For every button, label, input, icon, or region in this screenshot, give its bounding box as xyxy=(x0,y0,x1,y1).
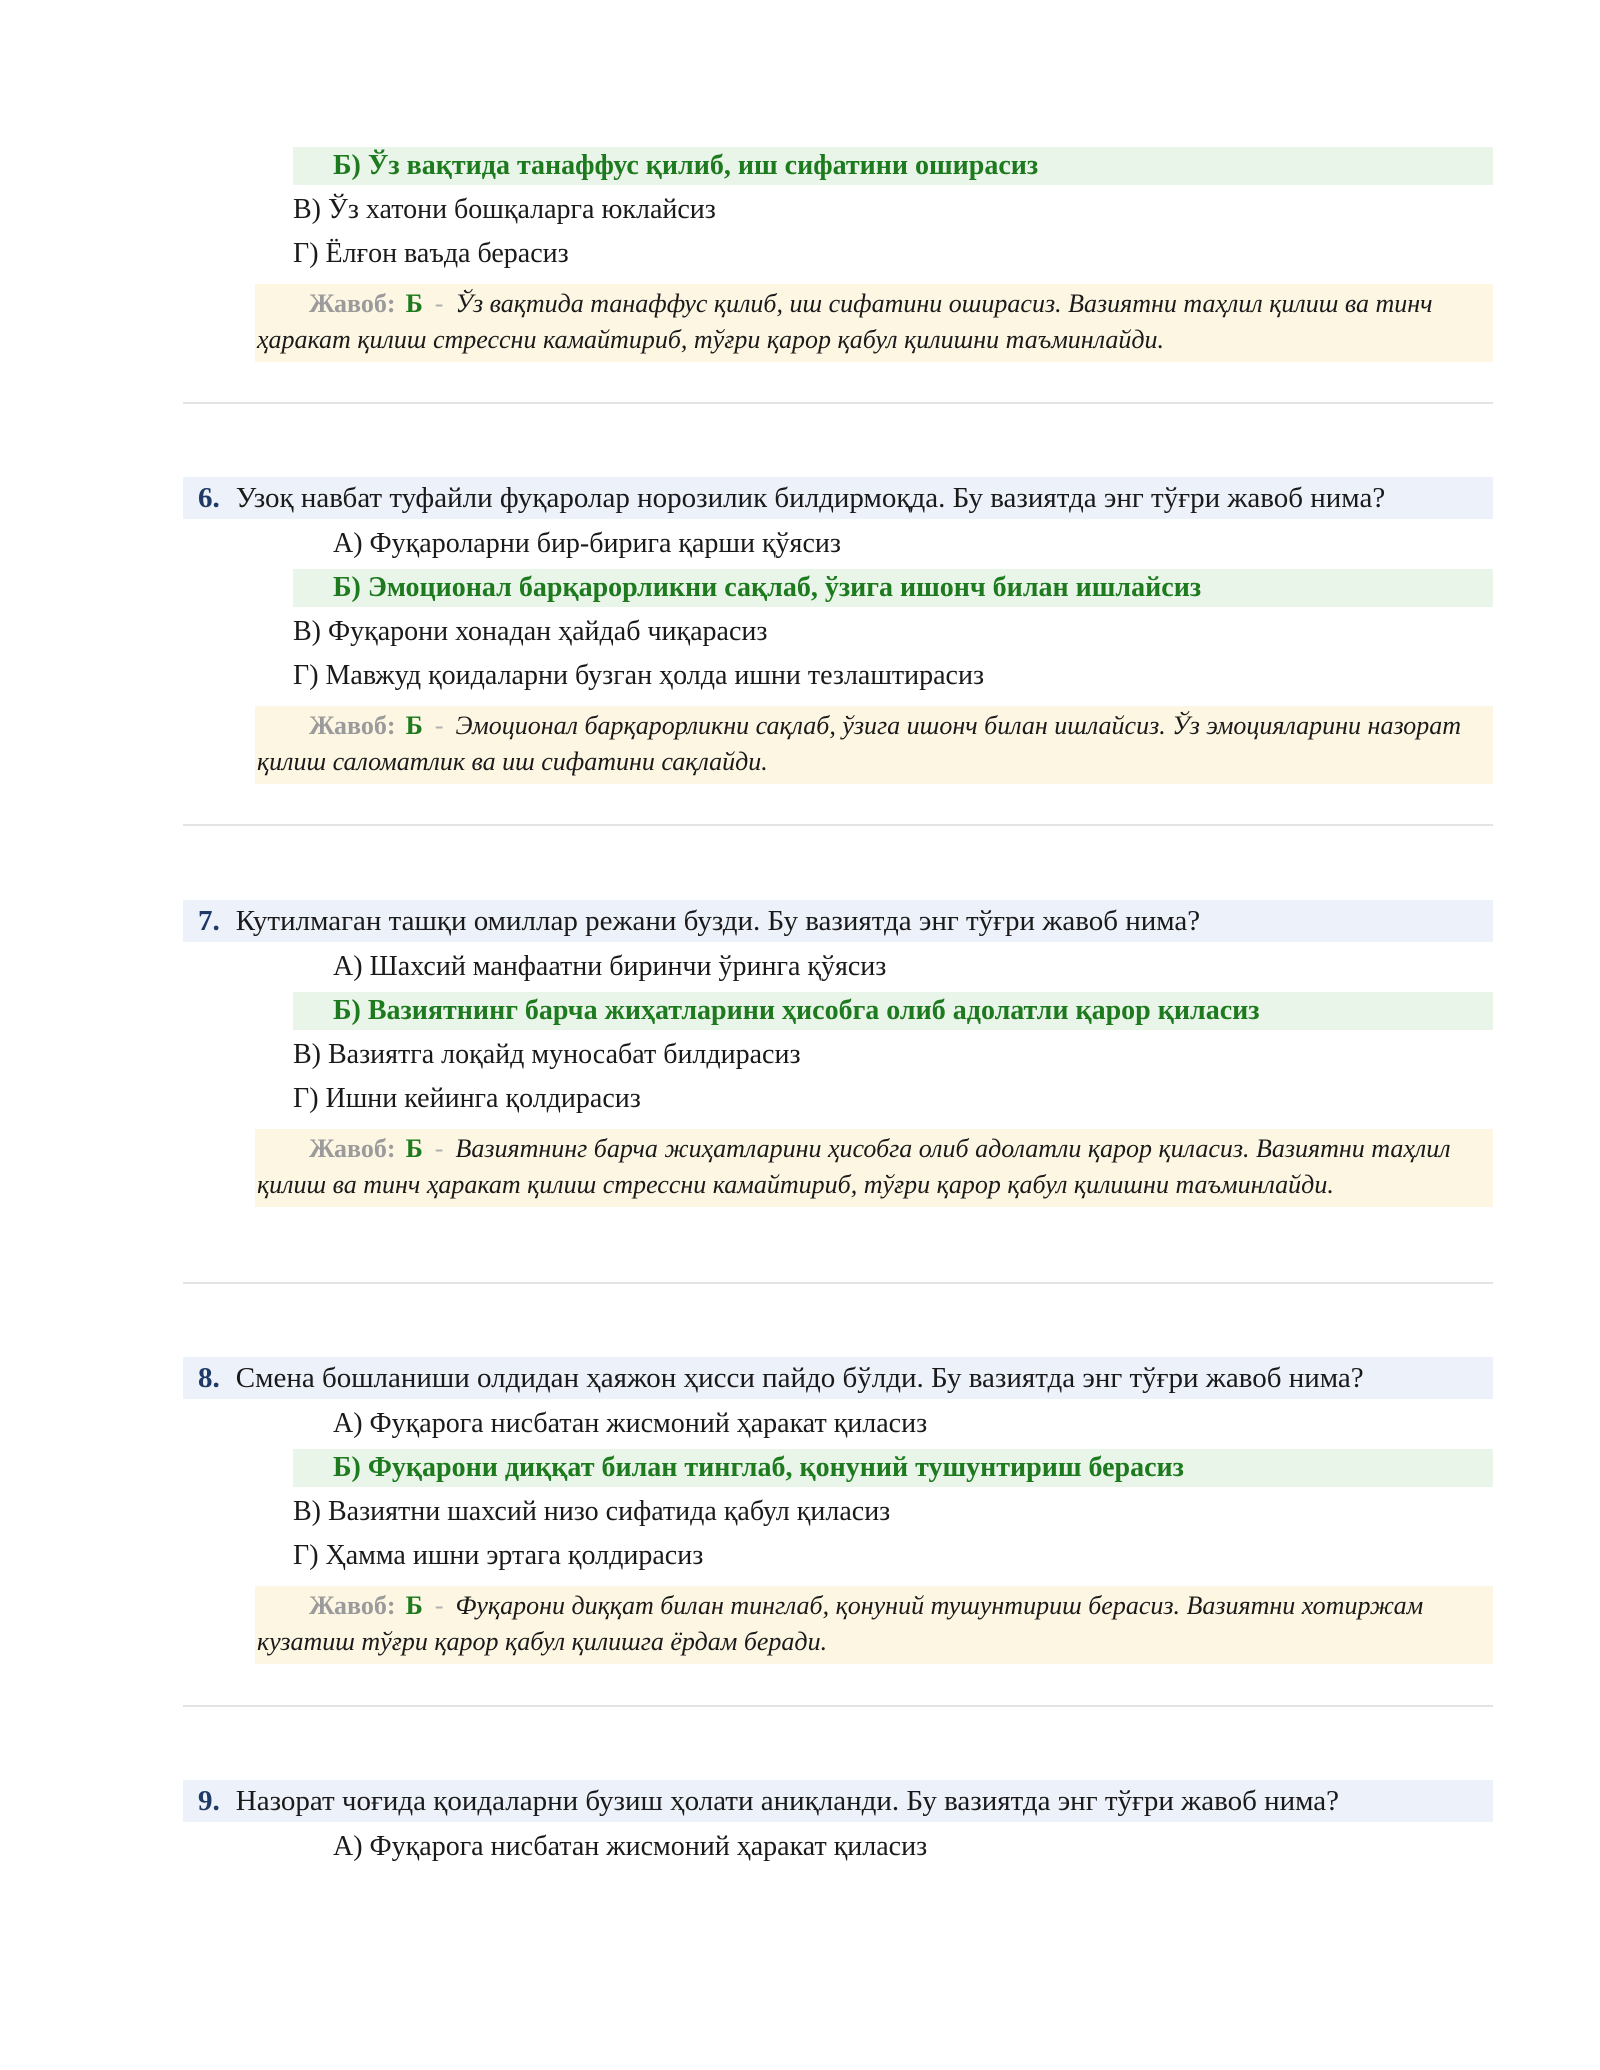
separator xyxy=(183,1705,1493,1707)
question-text: Узоқ навбат туфайли фуқаролар норозилик билдирмоқда. Бу вазиятда энг тўғри жавоб нима? xyxy=(235,482,1386,514)
q5-option-v: В) Ўз хатони бошқаларга юклайсиз xyxy=(293,194,716,225)
answer-label: Жавоб: xyxy=(309,1591,396,1620)
question-text: Назорат чоғида қоидаларни бузиш ҳолати аниқланди. Бу вазиятда энг тўғри жавоб нима? xyxy=(235,1785,1340,1817)
q6-option-b-correct: Б) Эмоционал барқарорликни сақлаб, ўзига ишонч билан ишлайсиз xyxy=(293,569,1493,607)
q8-answer-box: Жавоб: Б - Фуқарони диққат билан тинглаб, қонуний тушунтириш берасиз. Вазиятни хотиржам кузатиш тўғри қарор қабул қилишга ёрдам беради. xyxy=(255,1586,1493,1664)
q5-option-b-correct: Б) Ўз вақтида танаффус қилиб, иш сифатини оширасиз xyxy=(293,147,1493,185)
answer-label: Жавоб: xyxy=(309,1134,396,1163)
question-9 xyxy=(183,1780,1493,1822)
q5-answer-box: Жавоб: Б - Ўз вақтида танаффус қилиб, иш сифатини оширасиз. Вазиятни таҳлил қилиш ва тинч ҳаракат қилиш стрессни камайтириб, тўғри қарор қабул қилишни таъминлайди. xyxy=(255,284,1493,362)
q8-option-v: В) Вазиятни шахсий низо сифатида қабул қиласиз xyxy=(293,1496,891,1527)
question-7 xyxy=(183,900,1493,942)
q6-option-g: Г) Мавжуд қоидаларни бузган ҳолда ишни тезлаштирасиз xyxy=(293,660,985,691)
answer-letter: Б xyxy=(405,1591,423,1620)
question-text: Смена бошланиши олдидан ҳаяжон ҳисси пайдо бўлди. Бу вазиятда энг тўғри жавоб нима? xyxy=(235,1362,1364,1394)
q7-option-v: В) Вазиятга лоқайд муносабат билдирасиз xyxy=(293,1039,801,1070)
answer-letter: Б xyxy=(405,1134,423,1163)
q7-option-b-correct: Б) Вазиятнинг барча жиҳатларини ҳисобга олиб адолатли қарор қиласиз xyxy=(293,992,1493,1030)
q8-option-g: Г) Ҳамма ишни эртага қолдирасиз xyxy=(293,1540,704,1571)
q6-answer-box: Жавоб: Б - Эмоционал барқарорликни сақлаб, ўзига ишонч билан ишлайсиз. Ўз эмоцияларини назорат қилиш саломатлик ва иш сифатини сақлайди. xyxy=(255,706,1493,784)
separator xyxy=(183,402,1493,404)
question-number: 8. xyxy=(198,1362,220,1394)
q6-option-v: В) Фуқарони хонадан ҳайдаб чиқарасиз xyxy=(293,616,768,647)
question-number: 7. xyxy=(198,905,220,937)
q6-option-a: А) Фуқароларни бир-бирига қарши қўясиз xyxy=(333,528,841,559)
answer-explanation: Фуқарони диққат билан тинглаб, қонуний тушунтириш берасиз. Вазиятни хотиржам кузатиш тўғри қарор қабул қилишга ёрдам беради. xyxy=(257,1591,1424,1656)
q8-option-b-correct: Б) Фуқарони диққат билан тинглаб, қонуний тушунтириш берасиз xyxy=(293,1449,1493,1487)
question-number: 9. xyxy=(198,1785,220,1817)
separator xyxy=(183,824,1493,826)
question-number: 6. xyxy=(198,482,220,514)
question-6 xyxy=(183,477,1493,519)
separator xyxy=(183,1282,1493,1284)
answer-letter: Б xyxy=(405,289,423,318)
answer-explanation: Вазиятнинг барча жиҳатларини ҳисобга олиб адолатли қарор қиласиз. Вазиятни таҳлил қилиш ва тинч ҳаракат қилиш стрессни камайтириб, тўғри қарор қабул қилишни таъминлайди. xyxy=(257,1134,1451,1199)
answer-letter: Б xyxy=(405,711,423,740)
answer-explanation: Эмоционал барқарорликни сақлаб, ўзига ишонч билан ишлайсиз. Ўз эмоцияларини назорат қилиш саломатлик ва иш сифатини сақлайди. xyxy=(257,711,1462,776)
q8-option-a: А) Фуқарога нисбатан жисмоний ҳаракат қиласиз xyxy=(333,1408,928,1439)
question-8 xyxy=(183,1357,1493,1399)
answer-label: Жавоб: xyxy=(309,289,396,318)
question-text: Кутилмаган ташқи омиллар режани бузди. Бу вазиятда энг тўғри жавоб нима? xyxy=(235,905,1201,937)
q9-option-a: А) Фуқарога нисбатан жисмоний ҳаракат қиласиз xyxy=(333,1831,928,1862)
q7-option-g: Г) Ишни кейинга қолдирасиз xyxy=(293,1083,641,1114)
q5-option-g: Г) Ёлғон ваъда берасиз xyxy=(293,238,569,269)
q7-option-a: А) Шахсий манфаатни биринчи ўринга қўясиз xyxy=(333,951,887,982)
q7-answer-box: Жавоб: Б - Вазиятнинг барча жиҳатларини ҳисобга олиб адолатли қарор қиласиз. Вазиятни таҳлил қилиш ва тинч ҳаракат қилиш стрессни камайтириб, тўғри қарор қабул қилишни таъминлайди. xyxy=(255,1129,1493,1207)
answer-explanation: Ўз вақтида танаффус қилиб, иш сифатини оширасиз. Вазиятни таҳлил қилиш ва тинч ҳаракат қилиш стрессни камайтириб, тўғри қарор қабул қилишни таъминлайди. xyxy=(257,289,1433,354)
answer-label: Жавоб: xyxy=(309,711,396,740)
